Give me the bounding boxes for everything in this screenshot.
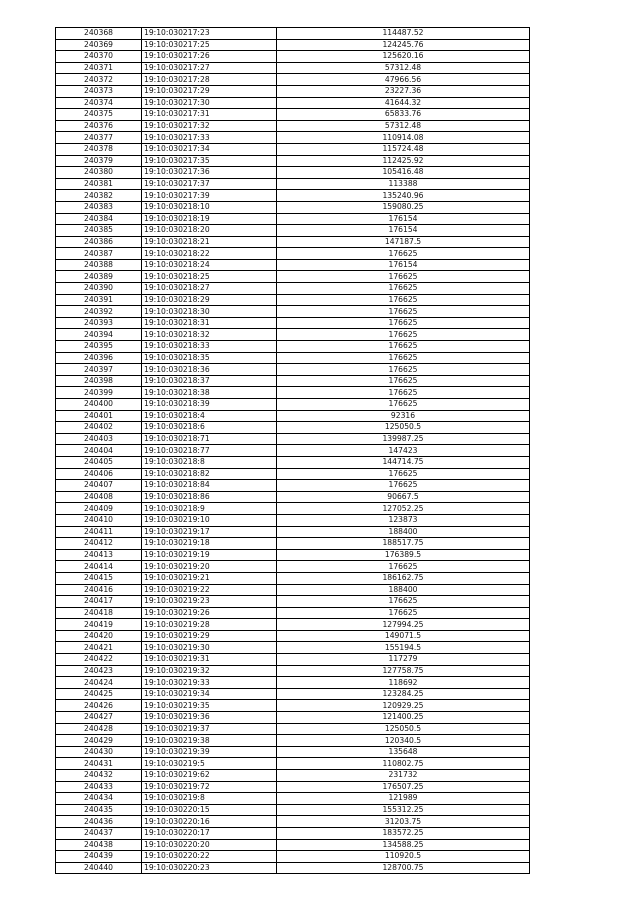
table-row xyxy=(56,630,530,642)
cadastral-number-cell: 19:10:030219:8 xyxy=(142,793,277,805)
record-id-cell: 240409 xyxy=(56,503,142,515)
table-row xyxy=(56,190,530,202)
table-row xyxy=(56,445,530,457)
value-cell: 127994.25 xyxy=(277,619,530,631)
table-row xyxy=(56,213,530,225)
value-cell: 186162.75 xyxy=(277,572,530,584)
table-row xyxy=(56,688,530,700)
record-id-cell: 240430 xyxy=(56,746,142,758)
table-row xyxy=(56,746,530,758)
value-cell: 127758.75 xyxy=(277,665,530,677)
table-row xyxy=(56,294,530,306)
value-cell: 176625 xyxy=(277,283,530,295)
record-id-cell: 240421 xyxy=(56,642,142,654)
cadastral-number-cell: 19:10:030218:29 xyxy=(142,294,277,306)
record-id-cell: 240390 xyxy=(56,283,142,295)
value-cell: 176625 xyxy=(277,352,530,364)
records-table xyxy=(55,27,530,874)
value-cell: 144714.75 xyxy=(277,456,530,468)
cadastral-number-cell: 19:10:030219:20 xyxy=(142,561,277,573)
record-id-cell: 240414 xyxy=(56,561,142,573)
record-id-cell: 240397 xyxy=(56,364,142,376)
table-row xyxy=(56,596,530,608)
value-cell: 120929.25 xyxy=(277,700,530,712)
record-id-cell: 240374 xyxy=(56,97,142,109)
table-row xyxy=(56,28,530,40)
record-id-cell: 240436 xyxy=(56,816,142,828)
cadastral-number-cell: 19:10:030218:10 xyxy=(142,201,277,213)
cadastral-number-cell: 19:10:030219:62 xyxy=(142,770,277,782)
value-cell: 159080.25 xyxy=(277,201,530,213)
value-cell: 127052.25 xyxy=(277,503,530,515)
cadastral-number-cell: 19:10:030217:23 xyxy=(142,28,277,40)
value-cell: 57312.48 xyxy=(277,120,530,132)
table-row xyxy=(56,97,530,109)
value-cell: 183572.25 xyxy=(277,827,530,839)
record-id-cell: 240417 xyxy=(56,596,142,608)
table-row xyxy=(56,781,530,793)
record-id-cell: 240400 xyxy=(56,399,142,411)
record-id-cell: 240380 xyxy=(56,167,142,179)
table-row xyxy=(56,851,530,863)
value-cell: 135648 xyxy=(277,746,530,758)
record-id-cell: 240389 xyxy=(56,271,142,283)
cadastral-number-cell: 19:10:030218:31 xyxy=(142,317,277,329)
cadastral-number-cell: 19:10:030218:27 xyxy=(142,283,277,295)
cadastral-number-cell: 19:10:030218:9 xyxy=(142,503,277,515)
table-row xyxy=(56,399,530,411)
records-table-body xyxy=(56,28,530,874)
value-cell: 176625 xyxy=(277,317,530,329)
table-row xyxy=(56,514,530,526)
record-id-cell: 240395 xyxy=(56,341,142,353)
table-row xyxy=(56,236,530,248)
cadastral-number-cell: 19:10:030220:15 xyxy=(142,804,277,816)
record-id-cell: 240379 xyxy=(56,155,142,167)
table-row xyxy=(56,584,530,596)
cadastral-number-cell: 19:10:030218:86 xyxy=(142,491,277,503)
value-cell: 149071.5 xyxy=(277,630,530,642)
table-row xyxy=(56,572,530,584)
table-row xyxy=(56,283,530,295)
value-cell: 155312.25 xyxy=(277,804,530,816)
cadastral-number-cell: 19:10:030219:29 xyxy=(142,630,277,642)
value-cell: 176625 xyxy=(277,271,530,283)
cadastral-number-cell: 19:10:030218:24 xyxy=(142,259,277,271)
cadastral-number-cell: 19:10:030217:27 xyxy=(142,62,277,74)
table-row xyxy=(56,74,530,86)
record-id-cell: 240410 xyxy=(56,514,142,526)
cadastral-number-cell: 19:10:030219:5 xyxy=(142,758,277,770)
record-id-cell: 240422 xyxy=(56,654,142,666)
cadastral-number-cell: 19:10:030217:26 xyxy=(142,51,277,63)
cadastral-number-cell: 19:10:030217:30 xyxy=(142,97,277,109)
value-cell: 176625 xyxy=(277,468,530,480)
record-id-cell: 240433 xyxy=(56,781,142,793)
value-cell: 23227.36 xyxy=(277,85,530,97)
value-cell: 125050.5 xyxy=(277,723,530,735)
record-id-cell: 240406 xyxy=(56,468,142,480)
table-row xyxy=(56,306,530,318)
table-row xyxy=(56,804,530,816)
cadastral-number-cell: 19:10:030218:30 xyxy=(142,306,277,318)
cadastral-number-cell: 19:10:030219:38 xyxy=(142,735,277,747)
value-cell: 135240.96 xyxy=(277,190,530,202)
record-id-cell: 240431 xyxy=(56,758,142,770)
value-cell: 176625 xyxy=(277,596,530,608)
cadastral-number-cell: 19:10:030219:10 xyxy=(142,514,277,526)
record-id-cell: 240368 xyxy=(56,28,142,40)
cadastral-number-cell: 19:10:030217:35 xyxy=(142,155,277,167)
table-row xyxy=(56,51,530,63)
value-cell: 125620.16 xyxy=(277,51,530,63)
table-row xyxy=(56,259,530,271)
value-cell: 147187.5 xyxy=(277,236,530,248)
table-row xyxy=(56,225,530,237)
value-cell: 115724.48 xyxy=(277,143,530,155)
value-cell: 114487.52 xyxy=(277,28,530,40)
value-cell: 176625 xyxy=(277,375,530,387)
value-cell: 155194.5 xyxy=(277,642,530,654)
cadastral-number-cell: 19:10:030218:35 xyxy=(142,352,277,364)
table-row xyxy=(56,770,530,782)
value-cell: 31203.75 xyxy=(277,816,530,828)
cadastral-number-cell: 19:10:030218:33 xyxy=(142,341,277,353)
table-row xyxy=(56,480,530,492)
cadastral-number-cell: 19:10:030219:21 xyxy=(142,572,277,584)
table-row xyxy=(56,619,530,631)
value-cell: 176625 xyxy=(277,341,530,353)
cadastral-number-cell: 19:10:030220:20 xyxy=(142,839,277,851)
cadastral-number-cell: 19:10:030220:17 xyxy=(142,827,277,839)
record-id-cell: 240386 xyxy=(56,236,142,248)
value-cell: 176625 xyxy=(277,364,530,376)
record-id-cell: 240413 xyxy=(56,549,142,561)
value-cell: 124245.76 xyxy=(277,39,530,51)
record-id-cell: 240382 xyxy=(56,190,142,202)
cadastral-number-cell: 19:10:030218:39 xyxy=(142,399,277,411)
record-id-cell: 240407 xyxy=(56,480,142,492)
cadastral-number-cell: 19:10:030218:8 xyxy=(142,456,277,468)
record-id-cell: 240440 xyxy=(56,862,142,874)
record-id-cell: 240378 xyxy=(56,143,142,155)
cadastral-number-cell: 19:10:030218:36 xyxy=(142,364,277,376)
value-cell: 110802.75 xyxy=(277,758,530,770)
table-row xyxy=(56,468,530,480)
record-id-cell: 240412 xyxy=(56,538,142,550)
table-row xyxy=(56,538,530,550)
cadastral-number-cell: 19:10:030218:82 xyxy=(142,468,277,480)
record-id-cell: 240375 xyxy=(56,109,142,121)
table-row xyxy=(56,456,530,468)
cadastral-number-cell: 19:10:030219:34 xyxy=(142,688,277,700)
cadastral-number-cell: 19:10:030217:31 xyxy=(142,109,277,121)
table-row xyxy=(56,352,530,364)
table-row xyxy=(56,410,530,422)
value-cell: 188400 xyxy=(277,526,530,538)
record-id-cell: 240396 xyxy=(56,352,142,364)
value-cell: 176625 xyxy=(277,561,530,573)
record-id-cell: 240387 xyxy=(56,248,142,260)
cadastral-number-cell: 19:10:030218:38 xyxy=(142,387,277,399)
record-id-cell: 240388 xyxy=(56,259,142,271)
record-id-cell: 240427 xyxy=(56,712,142,724)
table-row xyxy=(56,364,530,376)
record-id-cell: 240372 xyxy=(56,74,142,86)
record-id-cell: 240437 xyxy=(56,827,142,839)
record-id-cell: 240419 xyxy=(56,619,142,631)
record-id-cell: 240385 xyxy=(56,225,142,237)
table-row xyxy=(56,143,530,155)
value-cell: 47966.56 xyxy=(277,74,530,86)
value-cell: 110914.08 xyxy=(277,132,530,144)
value-cell: 176625 xyxy=(277,607,530,619)
cadastral-number-cell: 19:10:030217:34 xyxy=(142,143,277,155)
value-cell: 57312.48 xyxy=(277,62,530,74)
cadastral-number-cell: 19:10:030219:19 xyxy=(142,549,277,561)
cadastral-number-cell: 19:10:030217:28 xyxy=(142,74,277,86)
table-row xyxy=(56,167,530,179)
record-id-cell: 240429 xyxy=(56,735,142,747)
record-id-cell: 240424 xyxy=(56,677,142,689)
record-id-cell: 240408 xyxy=(56,491,142,503)
cadastral-number-cell: 19:10:030218:6 xyxy=(142,422,277,434)
record-id-cell: 240402 xyxy=(56,422,142,434)
value-cell: 176389.5 xyxy=(277,549,530,561)
table-row xyxy=(56,317,530,329)
value-cell: 121400.25 xyxy=(277,712,530,724)
cadastral-number-cell: 19:10:030218:4 xyxy=(142,410,277,422)
value-cell: 112425.92 xyxy=(277,155,530,167)
table-row xyxy=(56,526,530,538)
cadastral-number-cell: 19:10:030219:31 xyxy=(142,654,277,666)
value-cell: 188517.75 xyxy=(277,538,530,550)
value-cell: 123873 xyxy=(277,514,530,526)
cadastral-number-cell: 19:10:030218:19 xyxy=(142,213,277,225)
value-cell: 121989 xyxy=(277,793,530,805)
value-cell: 120340.5 xyxy=(277,735,530,747)
cadastral-number-cell: 19:10:030218:77 xyxy=(142,445,277,457)
table-row xyxy=(56,201,530,213)
cadastral-number-cell: 19:10:030217:36 xyxy=(142,167,277,179)
record-id-cell: 240403 xyxy=(56,433,142,445)
value-cell: 176625 xyxy=(277,399,530,411)
table-row xyxy=(56,375,530,387)
table-row xyxy=(56,758,530,770)
record-id-cell: 240370 xyxy=(56,51,142,63)
cadastral-number-cell: 19:10:030217:37 xyxy=(142,178,277,190)
cadastral-number-cell: 19:10:030217:25 xyxy=(142,39,277,51)
record-id-cell: 240432 xyxy=(56,770,142,782)
value-cell: 105416.48 xyxy=(277,167,530,179)
value-cell: 176625 xyxy=(277,387,530,399)
table-row xyxy=(56,85,530,97)
table-row xyxy=(56,735,530,747)
record-id-cell: 240416 xyxy=(56,584,142,596)
record-id-cell: 240425 xyxy=(56,688,142,700)
table-row xyxy=(56,491,530,503)
value-cell: 176154 xyxy=(277,225,530,237)
record-id-cell: 240392 xyxy=(56,306,142,318)
record-id-cell: 240418 xyxy=(56,607,142,619)
table-row xyxy=(56,387,530,399)
record-id-cell: 240391 xyxy=(56,294,142,306)
value-cell: 188400 xyxy=(277,584,530,596)
record-id-cell: 240438 xyxy=(56,839,142,851)
table-row xyxy=(56,700,530,712)
record-id-cell: 240434 xyxy=(56,793,142,805)
cadastral-number-cell: 19:10:030219:39 xyxy=(142,746,277,758)
record-id-cell: 240404 xyxy=(56,445,142,457)
cadastral-number-cell: 19:10:030218:20 xyxy=(142,225,277,237)
table-row xyxy=(56,155,530,167)
record-id-cell: 240377 xyxy=(56,132,142,144)
record-id-cell: 240405 xyxy=(56,456,142,468)
value-cell: 92316 xyxy=(277,410,530,422)
record-id-cell: 240384 xyxy=(56,213,142,225)
table-row xyxy=(56,109,530,121)
cadastral-number-cell: 19:10:030217:39 xyxy=(142,190,277,202)
table-row xyxy=(56,862,530,874)
record-id-cell: 240420 xyxy=(56,630,142,642)
table-row xyxy=(56,793,530,805)
value-cell: 125050.5 xyxy=(277,422,530,434)
table-row xyxy=(56,132,530,144)
value-cell: 176154 xyxy=(277,213,530,225)
cadastral-number-cell: 19:10:030218:84 xyxy=(142,480,277,492)
cadastral-number-cell: 19:10:030219:32 xyxy=(142,665,277,677)
cadastral-number-cell: 19:10:030218:21 xyxy=(142,236,277,248)
record-id-cell: 240423 xyxy=(56,665,142,677)
cadastral-number-cell: 19:10:030219:72 xyxy=(142,781,277,793)
table-row xyxy=(56,329,530,341)
value-cell: 134588.25 xyxy=(277,839,530,851)
cadastral-number-cell: 19:10:030217:33 xyxy=(142,132,277,144)
value-cell: 176625 xyxy=(277,306,530,318)
cadastral-number-cell: 19:10:030219:23 xyxy=(142,596,277,608)
value-cell: 176154 xyxy=(277,259,530,271)
record-id-cell: 240439 xyxy=(56,851,142,863)
cadastral-number-cell: 19:10:030219:36 xyxy=(142,712,277,724)
record-id-cell: 240376 xyxy=(56,120,142,132)
cadastral-number-cell: 19:10:030218:25 xyxy=(142,271,277,283)
record-id-cell: 240415 xyxy=(56,572,142,584)
value-cell: 176625 xyxy=(277,480,530,492)
table-row xyxy=(56,642,530,654)
table-row xyxy=(56,607,530,619)
table-row xyxy=(56,654,530,666)
value-cell: 128700.75 xyxy=(277,862,530,874)
record-id-cell: 240398 xyxy=(56,375,142,387)
table-row xyxy=(56,723,530,735)
record-id-cell: 240426 xyxy=(56,700,142,712)
table-row xyxy=(56,422,530,434)
cadastral-number-cell: 19:10:030219:26 xyxy=(142,607,277,619)
cadastral-number-cell: 19:10:030219:37 xyxy=(142,723,277,735)
cadastral-number-cell: 19:10:030219:17 xyxy=(142,526,277,538)
value-cell: 90667.5 xyxy=(277,491,530,503)
value-cell: 139987.25 xyxy=(277,433,530,445)
record-id-cell: 240428 xyxy=(56,723,142,735)
table-row xyxy=(56,827,530,839)
table-row xyxy=(56,665,530,677)
value-cell: 65833.76 xyxy=(277,109,530,121)
record-id-cell: 240373 xyxy=(56,85,142,97)
table-row xyxy=(56,62,530,74)
record-id-cell: 240371 xyxy=(56,62,142,74)
table-row xyxy=(56,433,530,445)
value-cell: 176507.25 xyxy=(277,781,530,793)
cadastral-number-cell: 19:10:030219:33 xyxy=(142,677,277,689)
table-row xyxy=(56,39,530,51)
table-row xyxy=(56,503,530,515)
value-cell: 118692 xyxy=(277,677,530,689)
cadastral-number-cell: 19:10:030219:28 xyxy=(142,619,277,631)
value-cell: 176625 xyxy=(277,294,530,306)
table-row xyxy=(56,712,530,724)
record-id-cell: 240401 xyxy=(56,410,142,422)
cadastral-number-cell: 19:10:030219:18 xyxy=(142,538,277,550)
cadastral-number-cell: 19:10:030219:35 xyxy=(142,700,277,712)
table-row xyxy=(56,271,530,283)
cadastral-number-cell: 19:10:030219:30 xyxy=(142,642,277,654)
value-cell: 231732 xyxy=(277,770,530,782)
record-id-cell: 240394 xyxy=(56,329,142,341)
cadastral-number-cell: 19:10:030218:22 xyxy=(142,248,277,260)
cadastral-number-cell: 19:10:030218:37 xyxy=(142,375,277,387)
cadastral-number-cell: 19:10:030217:32 xyxy=(142,120,277,132)
record-id-cell: 240393 xyxy=(56,317,142,329)
value-cell: 117279 xyxy=(277,654,530,666)
value-cell: 147423 xyxy=(277,445,530,457)
cadastral-number-cell: 19:10:030220:23 xyxy=(142,862,277,874)
table-row xyxy=(56,549,530,561)
value-cell: 110920.5 xyxy=(277,851,530,863)
cadastral-number-cell: 19:10:030217:29 xyxy=(142,85,277,97)
record-id-cell: 240369 xyxy=(56,39,142,51)
cadastral-number-cell: 19:10:030218:71 xyxy=(142,433,277,445)
cadastral-number-cell: 19:10:030219:22 xyxy=(142,584,277,596)
table-row xyxy=(56,816,530,828)
value-cell: 176625 xyxy=(277,248,530,260)
table-row xyxy=(56,178,530,190)
table-row xyxy=(56,248,530,260)
record-id-cell: 240381 xyxy=(56,178,142,190)
record-id-cell: 240435 xyxy=(56,804,142,816)
table-row xyxy=(56,839,530,851)
value-cell: 176625 xyxy=(277,329,530,341)
record-id-cell: 240399 xyxy=(56,387,142,399)
cadastral-number-cell: 19:10:030220:22 xyxy=(142,851,277,863)
record-id-cell: 240411 xyxy=(56,526,142,538)
value-cell: 123284.25 xyxy=(277,688,530,700)
table-row xyxy=(56,561,530,573)
table-row xyxy=(56,677,530,689)
table-row xyxy=(56,120,530,132)
record-id-cell: 240383 xyxy=(56,201,142,213)
table-row xyxy=(56,341,530,353)
value-cell: 113388 xyxy=(277,178,530,190)
cadastral-number-cell: 19:10:030220:16 xyxy=(142,816,277,828)
cadastral-number-cell: 19:10:030218:32 xyxy=(142,329,277,341)
value-cell: 41644.32 xyxy=(277,97,530,109)
